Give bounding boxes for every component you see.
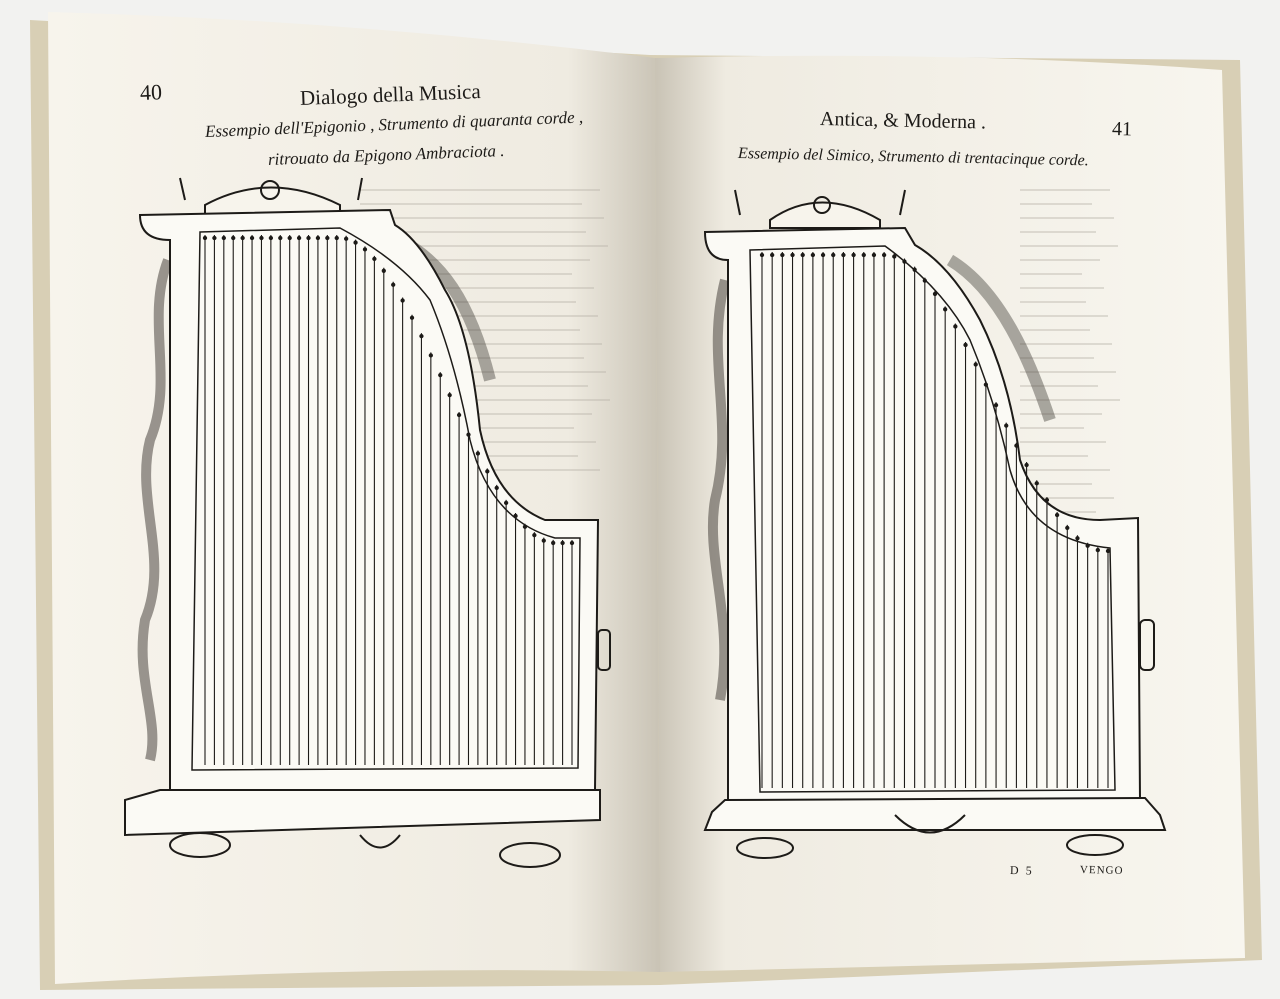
tuning-peg xyxy=(1045,498,1048,501)
tuning-peg xyxy=(913,268,916,271)
tuning-peg xyxy=(345,237,348,240)
right-running-head: Antica, & Moderna . xyxy=(819,108,987,134)
tuning-peg xyxy=(429,354,432,357)
tuning-peg xyxy=(410,316,413,319)
tuning-peg xyxy=(552,541,555,544)
tuning-peg xyxy=(1035,482,1038,485)
simico-base xyxy=(705,798,1165,830)
right-page-number: 41 xyxy=(1111,118,1133,141)
tuning-peg xyxy=(448,394,451,397)
tuning-peg xyxy=(373,257,376,260)
tuning-peg xyxy=(542,539,545,542)
tuning-peg xyxy=(811,253,814,256)
left-page-number: 40 xyxy=(139,79,163,105)
tuning-peg xyxy=(467,433,470,436)
tuning-peg xyxy=(203,236,206,239)
tuning-peg xyxy=(316,236,319,239)
tuning-peg xyxy=(363,248,366,251)
tuning-peg xyxy=(382,269,385,272)
tuning-peg xyxy=(1015,444,1018,447)
tuning-peg xyxy=(250,236,253,239)
tuning-peg xyxy=(561,541,564,544)
tuning-peg xyxy=(505,501,508,504)
tuning-peg xyxy=(298,236,301,239)
tuning-peg xyxy=(883,253,886,256)
tuning-peg xyxy=(514,514,517,517)
tuning-peg xyxy=(903,260,906,263)
left-caption-line2: ritrouato da Epigono Ambraciota . xyxy=(267,140,505,169)
tuning-peg xyxy=(994,404,997,407)
tuning-peg xyxy=(232,236,235,239)
tuning-peg xyxy=(852,253,855,256)
tuning-peg xyxy=(269,236,272,239)
tuning-peg xyxy=(760,253,763,256)
tuning-peg xyxy=(222,236,225,239)
tuning-peg xyxy=(771,253,774,256)
tuning-peg xyxy=(241,236,244,239)
left-caption-line1: Essempio dell'Epigonio , Strumento di quaranta corde , xyxy=(204,107,584,141)
tuning-peg xyxy=(923,279,926,282)
tuning-peg xyxy=(1025,463,1028,466)
tuning-peg xyxy=(933,292,936,295)
tuning-peg xyxy=(288,236,291,239)
tuning-peg xyxy=(307,236,310,239)
tuning-peg xyxy=(392,283,395,286)
signature-mark: D 5 xyxy=(1009,863,1034,878)
tuning-peg xyxy=(872,253,875,256)
tuning-peg xyxy=(1076,537,1079,540)
tuning-peg xyxy=(801,253,804,256)
catchword: VENGO xyxy=(1079,864,1124,877)
tuning-peg xyxy=(533,534,536,537)
tuning-peg xyxy=(213,236,216,239)
right-caption: Essempio del Simico, Strumento di trentacinque corde. xyxy=(737,145,1089,170)
tuning-peg xyxy=(964,343,967,346)
tuning-peg xyxy=(495,486,498,489)
tuning-peg xyxy=(1056,513,1059,516)
tuning-peg xyxy=(842,253,845,256)
tuning-peg xyxy=(354,241,357,244)
tuning-peg xyxy=(1096,548,1099,551)
tuning-peg xyxy=(984,383,987,386)
tuning-peg xyxy=(862,253,865,256)
tuning-peg xyxy=(570,541,573,544)
tuning-peg xyxy=(401,299,404,302)
tuning-peg xyxy=(791,253,794,256)
left-running-head: Dialogo della Musica xyxy=(299,79,482,110)
tuning-peg xyxy=(457,413,460,416)
tuning-peg xyxy=(821,253,824,256)
tuning-peg xyxy=(1086,544,1089,547)
tuning-peg xyxy=(420,335,423,338)
tuning-peg xyxy=(1106,549,1109,552)
tuning-peg xyxy=(1005,424,1008,427)
tuning-peg xyxy=(439,374,442,377)
tuning-peg xyxy=(944,308,947,311)
tuning-peg xyxy=(974,363,977,366)
tuning-peg xyxy=(954,325,957,328)
tuning-peg xyxy=(781,253,784,256)
tuning-peg xyxy=(326,236,329,239)
tuning-peg xyxy=(486,470,489,473)
tuning-peg xyxy=(279,236,282,239)
tuning-peg xyxy=(832,253,835,256)
tuning-peg xyxy=(893,255,896,258)
tuning-peg xyxy=(523,525,526,528)
tuning-peg xyxy=(1066,526,1069,529)
tuning-peg xyxy=(476,452,479,455)
tuning-peg xyxy=(260,236,263,239)
tuning-peg xyxy=(335,236,338,239)
